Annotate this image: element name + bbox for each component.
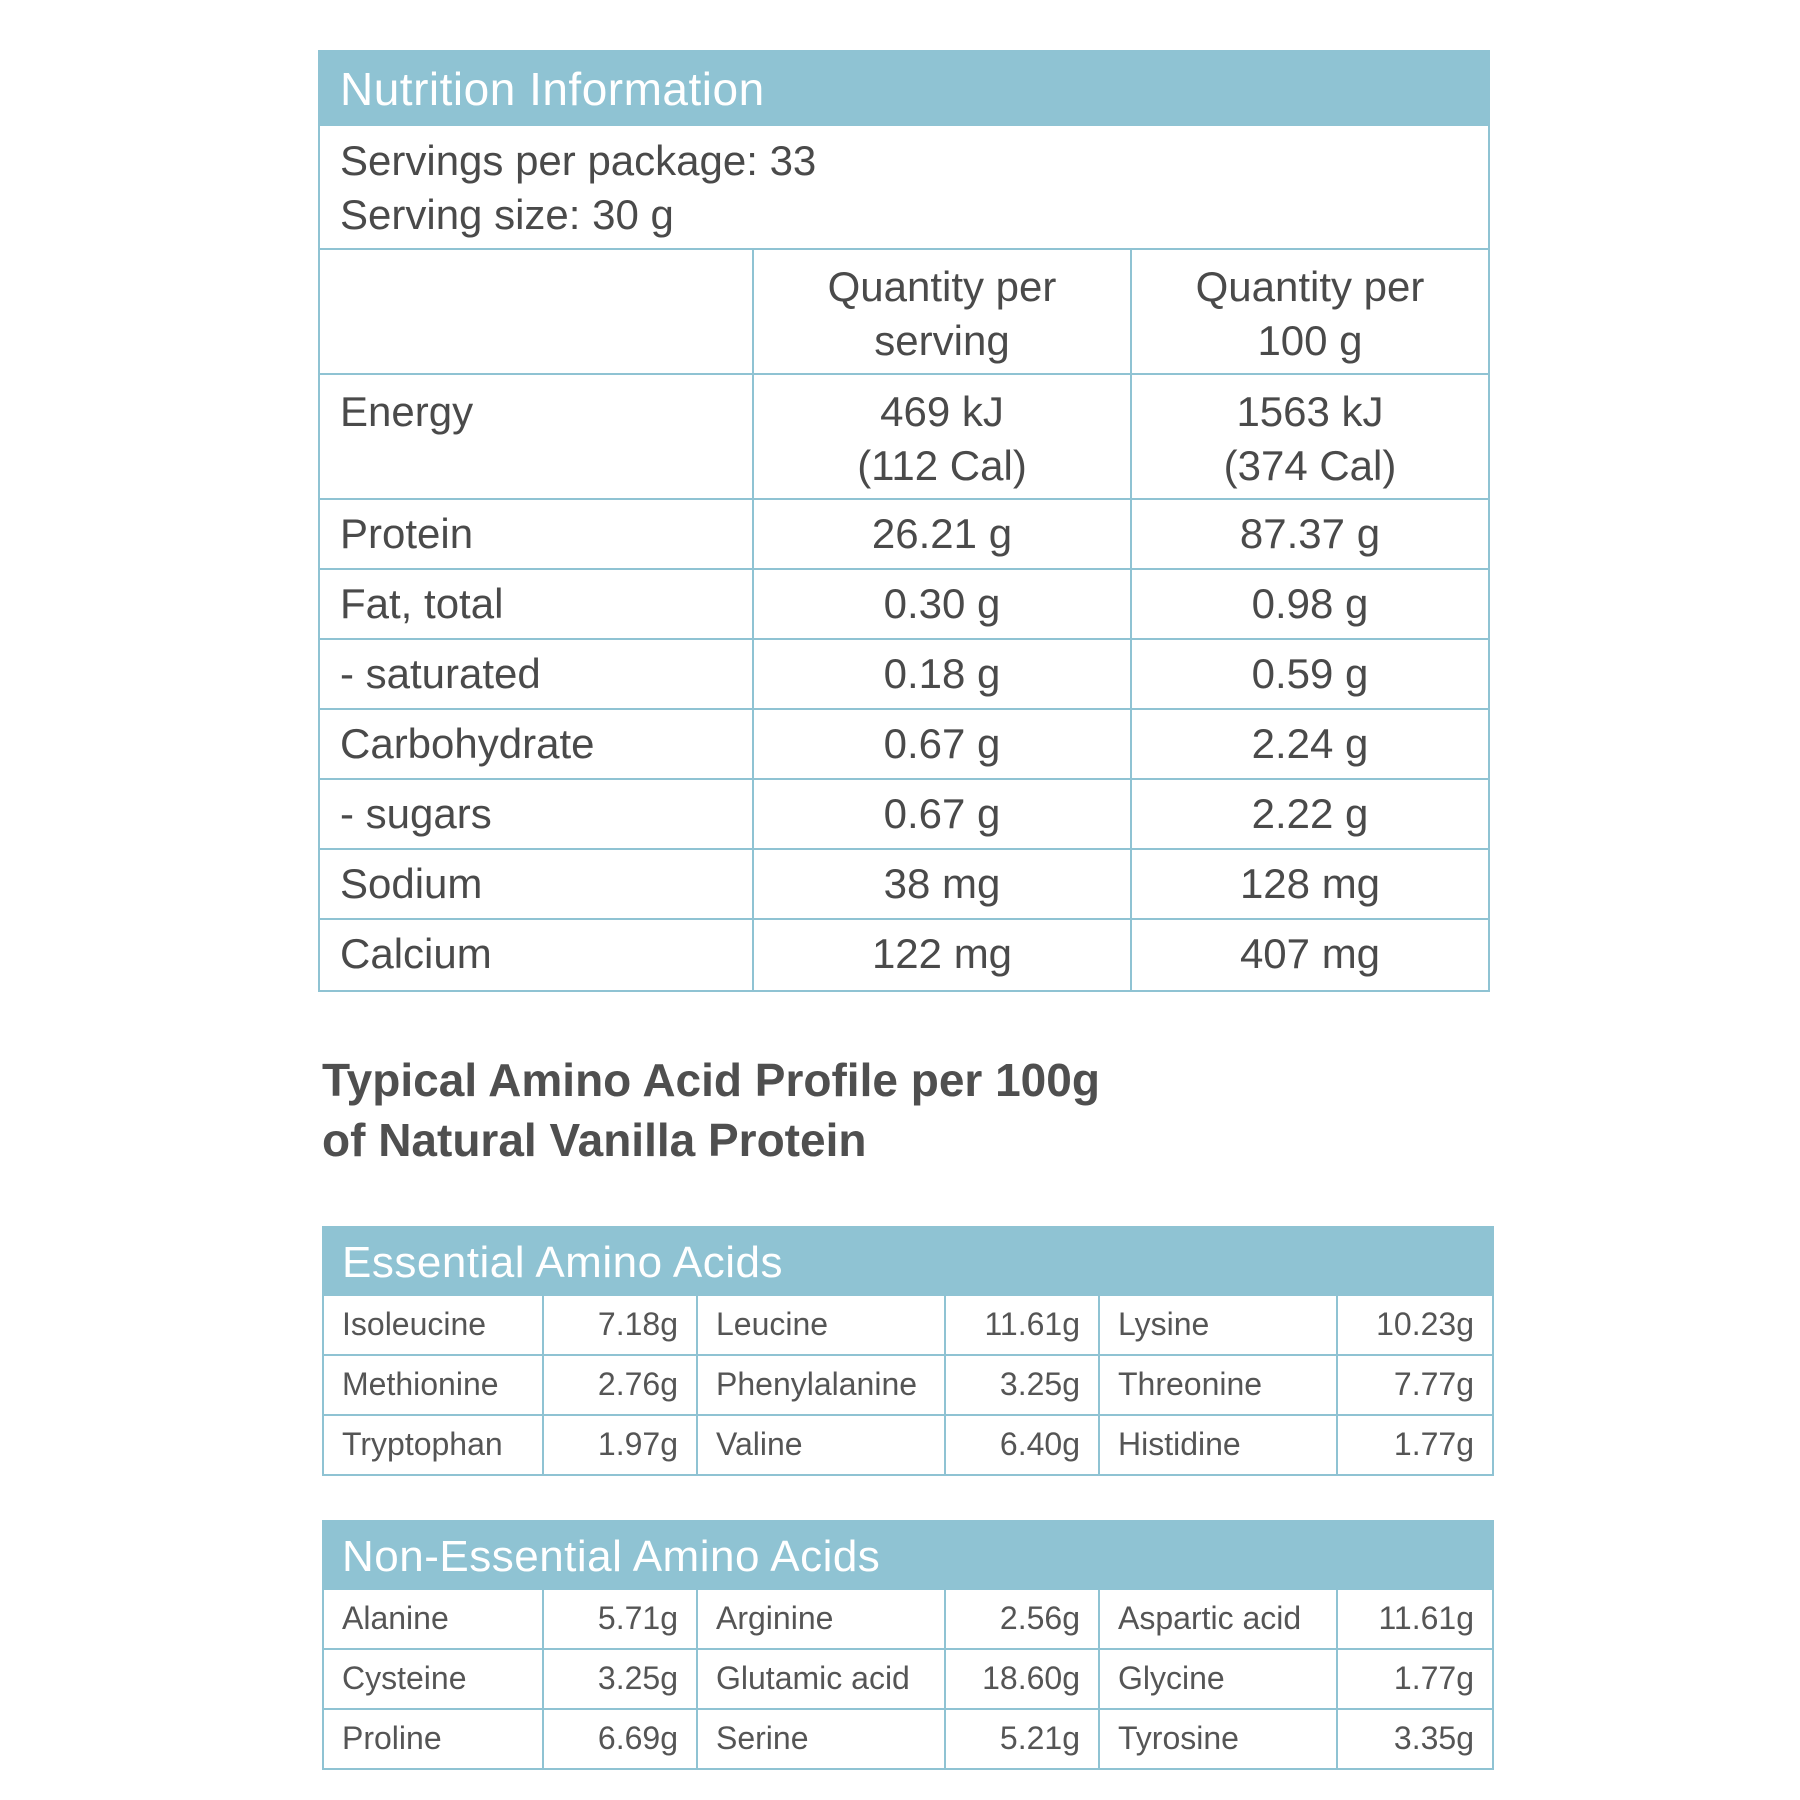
amino-name: Serine (698, 1710, 946, 1768)
amino-value: 7.77g (1393, 1366, 1474, 1402)
amino-name: Proline (324, 1710, 544, 1768)
energy-per-100g-cal: (374 Cal) (1223, 442, 1397, 489)
amino-profile-heading-line2: of Natural Vanilla Protein (322, 1114, 867, 1166)
amino-name: Alanine (324, 1590, 544, 1648)
nutrient-per-serving: 0.30 g (754, 570, 1132, 638)
serving-info (320, 126, 1488, 250)
nutrient-per-100g: 0.59 g (1251, 650, 1369, 697)
table-row (324, 1708, 1492, 1768)
nutrient-per-serving: 0.67 g (754, 780, 1132, 848)
table-row (320, 500, 1488, 570)
nutrient-per-100g: 0.98 g (1251, 580, 1369, 627)
essential-amino-title: Essential Amino Acids (324, 1228, 1492, 1294)
amino-profile-heading (322, 1050, 1100, 1170)
amino-name: Leucine (698, 1296, 946, 1354)
table-row (324, 1294, 1492, 1354)
energy-per-100g-kj: 1563 kJ (1236, 388, 1384, 435)
table-row (320, 710, 1488, 780)
amino-value: 11.61g (946, 1296, 1100, 1354)
nutrient-per-serving: 0.18 g (754, 640, 1132, 708)
amino-value: 2.56g (946, 1590, 1100, 1648)
table-row (324, 1648, 1492, 1708)
table-row (320, 780, 1488, 850)
nutrient-per-serving: 0.67 g (754, 710, 1132, 778)
nutrient-label: - sugars (320, 780, 754, 848)
nutrition-table (318, 50, 1490, 992)
amino-profile-heading-line1: Typical Amino Acid Profile per 100g (322, 1054, 1100, 1106)
header-empty-cell (320, 250, 754, 373)
nutrient-label: Carbohydrate (320, 710, 754, 778)
energy-per-serving-kj: 469 kJ (880, 388, 1004, 435)
amino-value: 3.25g (946, 1356, 1100, 1414)
nutrient-label: Calcium (320, 920, 754, 990)
amino-name: Threonine (1100, 1356, 1338, 1414)
servings-per-package: Servings per package: 33 (340, 137, 817, 184)
amino-value: 3.25g (544, 1650, 698, 1708)
amino-value: 10.23g (1376, 1306, 1474, 1342)
amino-value: 18.60g (946, 1650, 1100, 1708)
amino-value: 11.61g (1378, 1600, 1474, 1636)
amino-name: Phenylalanine (698, 1356, 946, 1414)
table-row (320, 920, 1488, 990)
table-row (324, 1414, 1492, 1474)
energy-per-serving (754, 375, 1132, 498)
energy-label: Energy (320, 375, 754, 498)
header-per-100g-line2: 100 g (1257, 317, 1363, 364)
amino-name: Glycine (1100, 1650, 1338, 1708)
nutrient-per-100g: 87.37 g (1239, 510, 1381, 557)
header-per-serving-line1: Quantity per (827, 263, 1057, 310)
amino-value: 5.21g (946, 1710, 1100, 1768)
amino-name: Aspartic acid (1100, 1590, 1338, 1648)
table-row (324, 1354, 1492, 1414)
amino-name: Arginine (698, 1590, 946, 1648)
energy-per-serving-cal: (112 Cal) (857, 442, 1027, 489)
amino-name: Histidine (1100, 1416, 1338, 1474)
nutrient-per-serving: 26.21 g (754, 500, 1132, 568)
header-per-100g-line1: Quantity per (1195, 263, 1425, 310)
nutrient-per-100g: 407 mg (1239, 930, 1381, 977)
nutrient-per-100g: 128 mg (1239, 860, 1381, 907)
table-row (320, 570, 1488, 640)
nutrient-label: Protein (320, 500, 754, 568)
nutrient-label: Fat, total (320, 570, 754, 638)
nutrition-title: Nutrition Information (320, 52, 1488, 126)
amino-name: Tryptophan (324, 1416, 544, 1474)
nutrient-per-serving: 38 mg (754, 850, 1132, 918)
amino-value: 6.40g (946, 1416, 1100, 1474)
amino-value: 7.18g (544, 1296, 698, 1354)
amino-value: 5.71g (544, 1590, 698, 1648)
header-per-100g (1132, 250, 1488, 373)
column-header-row (320, 250, 1488, 375)
header-per-serving (754, 250, 1132, 373)
amino-value: 1.77g (1393, 1660, 1474, 1696)
amino-value: 6.69g (544, 1710, 698, 1768)
amino-name: Isoleucine (324, 1296, 544, 1354)
amino-value: 2.76g (544, 1356, 698, 1414)
serving-size: Serving size: 30 g (340, 191, 674, 238)
essential-amino-table (322, 1226, 1494, 1476)
amino-name: Glutamic acid (698, 1650, 946, 1708)
amino-name: Cysteine (324, 1650, 544, 1708)
header-per-serving-line2: serving (874, 317, 1010, 364)
table-row (324, 1588, 1492, 1648)
amino-value: 3.35g (1393, 1720, 1474, 1756)
amino-name: Lysine (1100, 1296, 1338, 1354)
amino-name: Methionine (324, 1356, 544, 1414)
table-row (320, 850, 1488, 920)
nutrient-label: - saturated (320, 640, 754, 708)
energy-row (320, 375, 1488, 500)
table-row (320, 640, 1488, 710)
nutrient-per-100g: 2.22 g (1251, 790, 1369, 837)
amino-name: Tyrosine (1100, 1710, 1338, 1768)
nutrient-per-serving: 122 mg (754, 920, 1132, 990)
nutrient-per-100g: 2.24 g (1251, 720, 1369, 767)
amino-value: 1.77g (1393, 1426, 1474, 1462)
amino-value: 1.97g (544, 1416, 698, 1474)
nonessential-amino-title: Non-Essential Amino Acids (324, 1522, 1492, 1588)
amino-name: Valine (698, 1416, 946, 1474)
nonessential-amino-table (322, 1520, 1494, 1770)
nutrient-label: Sodium (320, 850, 754, 918)
energy-per-100g (1132, 375, 1488, 498)
